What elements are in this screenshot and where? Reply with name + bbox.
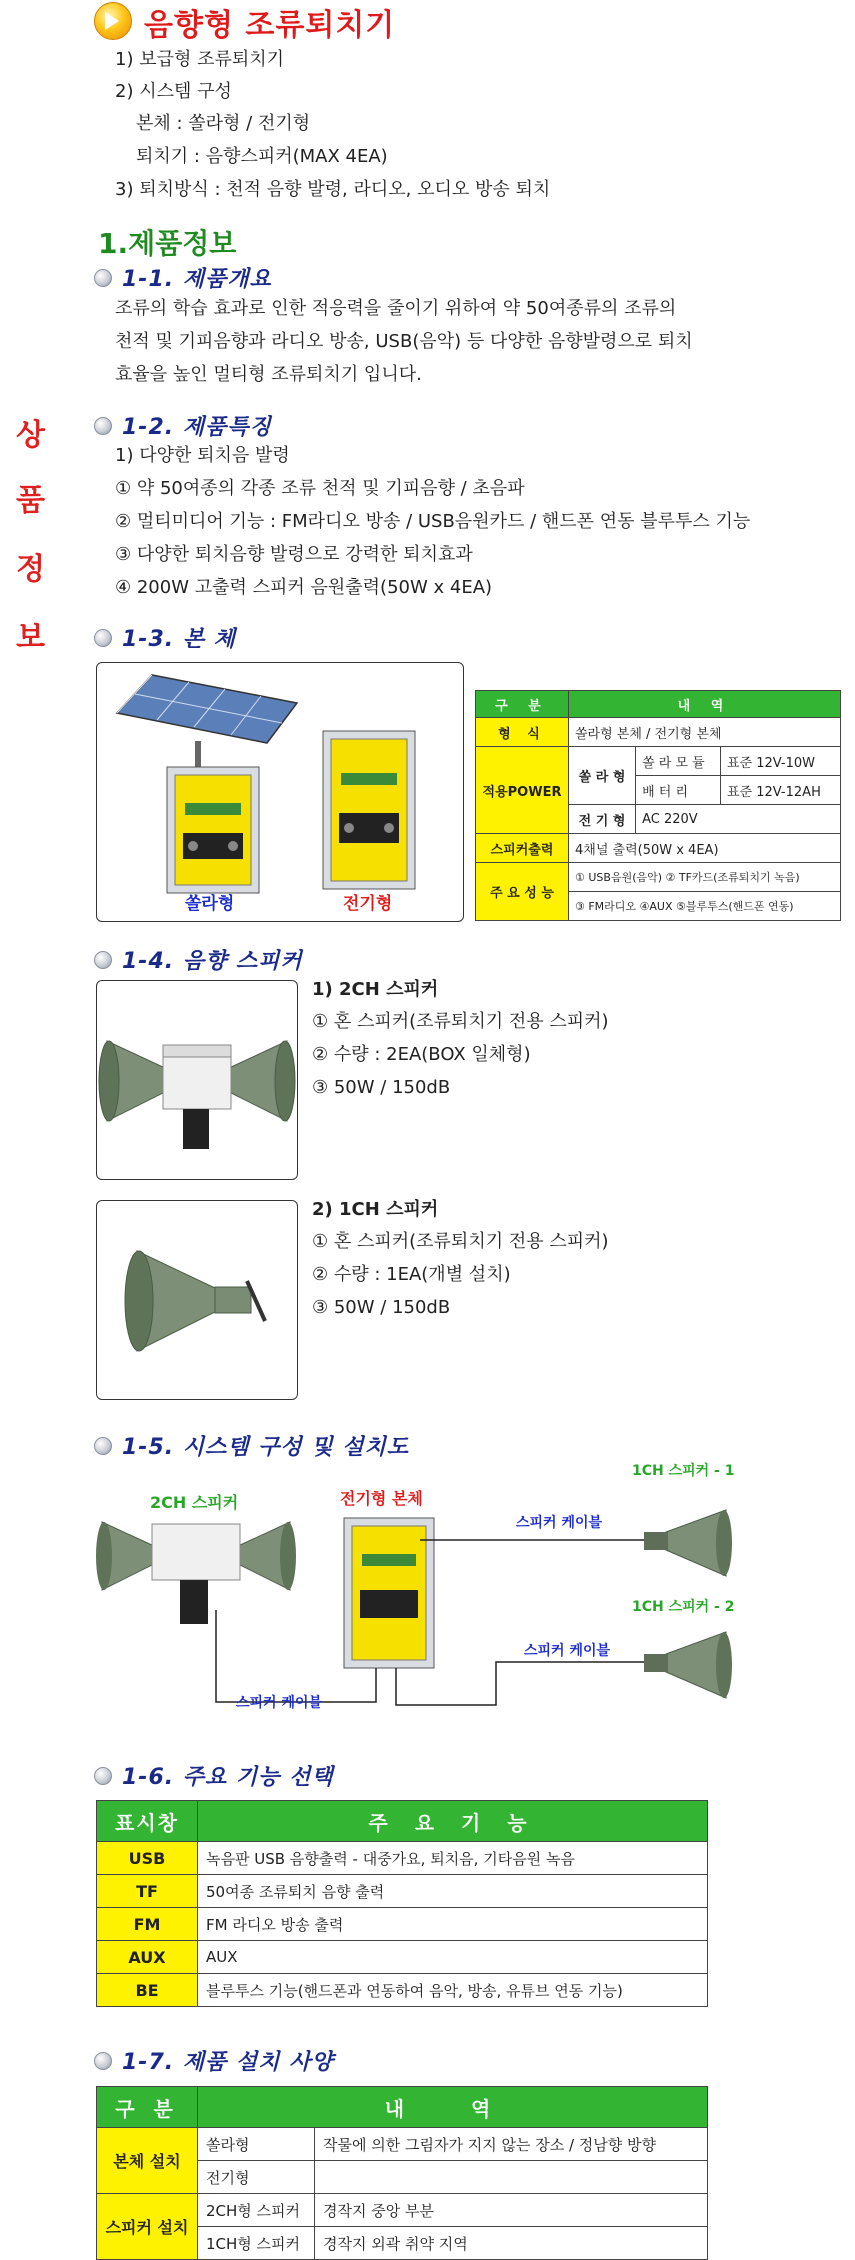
product-illustration [97, 663, 463, 921]
sp2-line-1: ① 혼 스피커(조류퇴치기 전용 스피커) [312, 1011, 609, 1032]
spec-perf-line-2: ③ FM라디오 ④AUX ⑤블루투스(핸드폰 연동) [569, 892, 841, 921]
side-label-3: 정 [16, 552, 45, 587]
sp2-line-3: ③ 50W / 150dB [312, 1077, 451, 1098]
label-body: 전기형 본체 [340, 1489, 423, 1508]
section-title: 1.제품정보 [98, 227, 237, 260]
spec-head-1: 구 분 [476, 691, 569, 718]
spec-module-label: 쏠 라 모 듈 [636, 747, 721, 776]
s11-title: 1-1. 제품개요 [122, 267, 272, 292]
system-diagram [96, 1460, 756, 1730]
sp1-head: 2) 1CH 스피커 [312, 1199, 439, 1220]
s13-title: 1-3. 본 체 [122, 627, 236, 652]
bullet-icon [94, 269, 112, 287]
title-icon [94, 2, 132, 40]
label-2ch: 2CH 스피커 [150, 1493, 239, 1512]
diagram-1ch-speaker-1-icon [644, 1510, 732, 1576]
func-key: AUX [97, 1941, 198, 1974]
bullet-icon [94, 629, 112, 647]
header-line-5: 3) 퇴치방식 : 천적 음향 발령, 라디오, 오디오 방송 퇴치 [115, 179, 551, 200]
func-value: FM 라디오 방송 출력 [198, 1908, 708, 1941]
s15-heading [94, 1430, 409, 1461]
func-value: 50여종 조류퇴치 음향 출력 [198, 1875, 708, 1908]
spec-electric-label: 전 기 형 [569, 805, 636, 834]
install-speaker-label: 스피커 설치 [97, 2194, 198, 2260]
s12-line-1: 1) 다양한 퇴치음 발령 [115, 445, 290, 466]
install-head-2: 내 역 [198, 2087, 708, 2128]
label-1ch-1: 1CH 스피커 - 1 [632, 1463, 735, 1479]
header-line-4: 퇴치기 : 음향스피커(MAX 4EA) [136, 146, 388, 167]
speaker-2ch-icon [97, 981, 297, 1179]
header-line-3: 본체 : 쏠라형 / 전기형 [136, 113, 311, 134]
s17-title: 1-7. 제품 설치 사양 [122, 2050, 334, 2075]
s13-heading [94, 622, 236, 653]
sp1-line-2: ② 수량 : 1EA(개별 설치) [312, 1264, 511, 1285]
table-row [97, 1875, 708, 1908]
s11-line-3: 효율을 높인 멀티형 조류퇴치기 입니다. [115, 364, 422, 385]
s14-heading [94, 944, 303, 975]
func-head-1: 표시창 [97, 1801, 198, 1842]
s12-heading [94, 410, 272, 441]
s12-line-3: ② 멀티미디어 기능 : FM라디오 방송 / USB음원카드 / 핸드폰 연동 블루투스 기능 [115, 511, 751, 532]
s14-title: 1-4. 음향 스피커 [122, 949, 303, 974]
bullet-icon [94, 1767, 112, 1785]
spec-speaker-label: 스피커출력 [476, 834, 569, 863]
s12-line-5: ④ 200W 고출력 스피커 음원출력(50W x 4EA) [115, 577, 493, 598]
spec-head-2: 내 역 [569, 691, 841, 718]
sp1-line-1: ① 혼 스피커(조류퇴치기 전용 스피커) [312, 1231, 609, 1252]
electric-label: 전기형 [343, 894, 393, 914]
function-table [96, 1800, 708, 2007]
table-row [97, 1908, 708, 1941]
side-label-4: 보 [16, 620, 45, 655]
sp2-head: 1) 2CH 스피커 [312, 979, 439, 1000]
electric-unit-icon [323, 731, 415, 889]
spec-perf-label: 주 요 성 능 [476, 863, 569, 921]
spec-speaker-value: 4채널 출력(50W x 4EA) [569, 834, 841, 863]
solar-label: 쏠라형 [185, 894, 235, 914]
sp2-line-2: ② 수량 : 2EA(BOX 일체형) [312, 1044, 531, 1065]
s11-heading [94, 262, 272, 293]
spec-battery-value: 표준 12V-12AH [721, 776, 841, 805]
s12-line-4: ③ 다양한 퇴치음향 발령으로 강력한 퇴치효과 [115, 544, 473, 565]
side-label-1: 상 [16, 418, 45, 453]
product-photo-box [96, 662, 464, 922]
func-key: FM [97, 1908, 198, 1941]
install-electric: 전기형 [198, 2161, 315, 2194]
speaker-2ch-photo [96, 980, 298, 1180]
header-line-1: 1) 보급형 조류퇴치기 [115, 49, 285, 70]
table-row [97, 1842, 708, 1875]
install-electric-value [315, 2161, 708, 2194]
table-row [97, 1941, 708, 1974]
install-sp2: 2CH형 스피커 [198, 2194, 315, 2227]
speaker-1ch-icon [97, 1201, 297, 1399]
spec-electric-value: AC 220V [636, 805, 841, 834]
spec-table [475, 690, 841, 921]
cable-label-2: 스피커 케이블 [524, 1643, 611, 1659]
s15-title: 1-5. 시스템 구성 및 설치도 [122, 1435, 410, 1460]
spec-module-value: 표준 12V-10W [721, 747, 841, 776]
spec-perf-line-1: ① USB음원(음악) ② TF카드(조류퇴치기 녹음) [569, 863, 841, 892]
solar-unit-icon [167, 767, 259, 893]
install-solar-value: 작물에 의한 그림자가 지지 않는 장소 / 정남향 방향 [315, 2128, 708, 2161]
bullet-icon [94, 951, 112, 969]
cable-label-3: 스피커 케이블 [236, 1695, 323, 1711]
bullet-icon [94, 2052, 112, 2070]
table-row [97, 1974, 708, 2007]
install-sp1-value: 경작지 외곽 취약 지역 [315, 2227, 708, 2260]
header-line-2: 2) 시스템 구성 [115, 81, 232, 102]
side-label-2: 품 [16, 483, 45, 518]
spec-battery-label: 배 터 리 [636, 776, 721, 805]
func-head-2: 주 요 기 능 [198, 1801, 708, 1842]
spec-type-label: 형 식 [476, 718, 569, 747]
bullet-icon [94, 417, 112, 435]
s16-heading [94, 1760, 334, 1791]
bullet-icon [94, 1437, 112, 1455]
s11-line-2: 천적 및 기피음향과 라디오 방송, USB(음악) 등 다양한 음향발령으로 퇴치 [115, 331, 693, 352]
speaker-1ch-photo [96, 1200, 298, 1400]
install-solar: 쏠라형 [198, 2128, 315, 2161]
diagram-2ch-speaker-icon [96, 1522, 296, 1624]
s11-line-1: 조류의 학습 효과로 인한 적응력을 줄이기 위하여 약 50여종류의 조류의 [115, 298, 677, 319]
cable-label-1: 스피커 케이블 [516, 1515, 603, 1531]
label-1ch-2: 1CH 스피커 - 2 [632, 1599, 735, 1615]
s16-title: 1-6. 주요 기능 선택 [122, 1765, 334, 1790]
install-body-label: 본체 설치 [97, 2128, 198, 2194]
func-value: AUX [198, 1941, 708, 1974]
func-key: BE [97, 1974, 198, 2007]
install-head-1: 구 분 [97, 2087, 198, 2128]
spec-solar-label: 쏠 라 형 [569, 747, 636, 805]
solar-panel-icon [117, 675, 297, 771]
func-value: 녹음판 USB 음향출력 - 대중가요, 퇴치음, 기타음원 녹음 [198, 1842, 708, 1875]
func-value: 블루투스 기능(핸드폰과 연동하여 음악, 방송, 유튜브 연동 기능) [198, 1974, 708, 2007]
s17-heading [94, 2045, 334, 2076]
install-sp2-value: 경작지 중앙 부분 [315, 2194, 708, 2227]
page-title: 음향형 조류퇴치기 [144, 8, 396, 43]
diagram-1ch-speaker-2-icon [644, 1632, 732, 1698]
s12-title: 1-2. 제품특징 [122, 415, 272, 440]
spec-power-label: 적용POWER [476, 747, 569, 834]
install-table [96, 2086, 708, 2260]
func-key: TF [97, 1875, 198, 1908]
sp1-line-3: ③ 50W / 150dB [312, 1297, 451, 1318]
spec-type-value: 쏠라형 본체 / 전기형 본체 [569, 718, 841, 747]
func-key: USB [97, 1842, 198, 1875]
install-sp1: 1CH형 스피커 [198, 2227, 315, 2260]
s12-line-2: ① 약 50여종의 각종 조류 천적 및 기피음향 / 초음파 [115, 478, 525, 499]
